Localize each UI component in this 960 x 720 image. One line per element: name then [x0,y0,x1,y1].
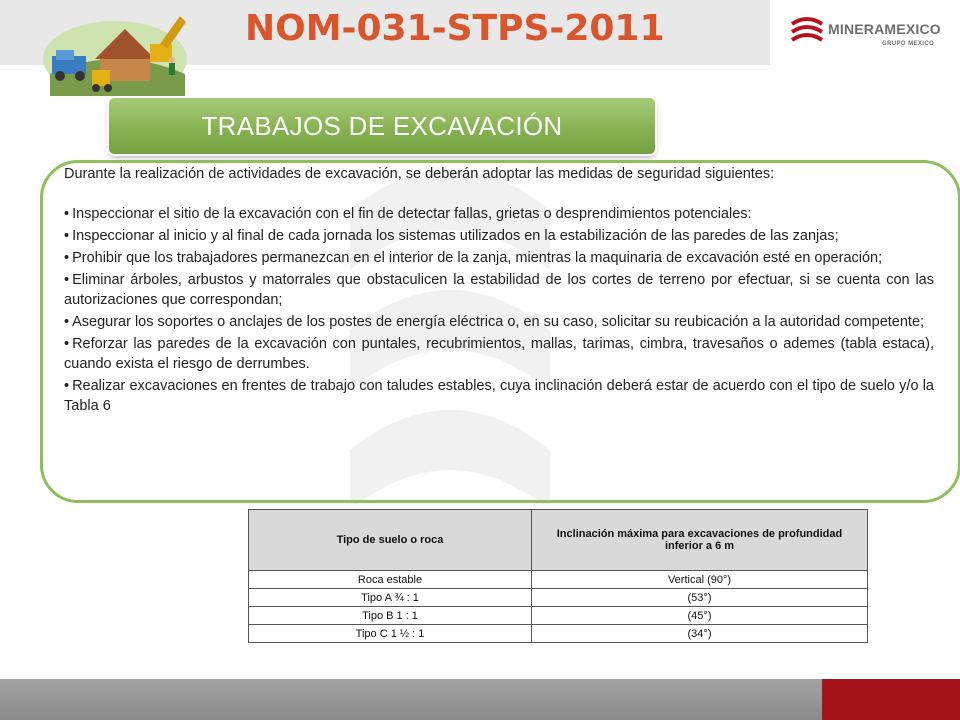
list-item: • Asegurar los soportes o anclajes de los postes de energía eléctrica o, en su caso, solicitar su reubicación a la autoridad competente; [64,312,934,332]
table-cell: (45°) [532,607,868,625]
table-row [249,625,868,643]
table-cell: (53°) [532,589,868,607]
company-logo [788,12,948,56]
section-title-banner [109,98,655,154]
list-item: • Inspeccionar al inicio y al final de cada jornada los sistemas utilizados en la estabilización de las paredes de las zanjas; [64,226,934,246]
slope-table [248,509,868,643]
table-row [249,607,868,625]
list-item: • Prohibir que los trabajadores permanezcan en el interior de la zanja, mientras la maquinaria de excavación esté en operación; [64,248,934,268]
section-label: TRABAJOS DE EXCAVACIÓN [201,110,563,141]
footer-bar [0,679,822,720]
table-header-row [249,510,868,571]
table-cell: Vertical (90°) [532,571,868,589]
list-item: • Inspeccionar el sitio de la excavación con el fin de detectar fallas, grietas o desprendimientos potenciales: [64,204,934,224]
slope-table-container [244,504,872,646]
table-row [249,589,868,607]
intro-text: Durante la realización de actividades de excavación, se deberán adoptar las medidas de seguridad siguientes: [64,166,775,182]
list-item: • Eliminar árboles, arbustos y matorrales que obstaculicen la estabilidad de los cortes de terreno por efectuar, si se cuenta con las autorizaciones que correspondan; [64,270,934,310]
list-item: • Realizar excavaciones en frentes de trabajo con taludes estables, cuya inclinación deberá estar de acuerdo con el tipo de suelo y/o la Tabla 6 [64,376,934,416]
table-cell: Tipo A ¾ : 1 [249,589,532,607]
table-cell: Tipo C 1 ½ : 1 [249,625,532,643]
footer-accent [822,679,960,720]
logo-name: MINERAMEXICO [828,21,941,37]
table-cell: (34°) [532,625,868,643]
column-header-soil-type: Tipo de suelo o roca [249,510,532,571]
mineramexico-logo-icon [788,14,826,50]
page-title: NOM-031-STPS-2011 [245,8,665,49]
table-cell: Tipo B 1 : 1 [249,607,532,625]
construction-illustration [40,4,190,96]
content-text [64,164,934,418]
list-item: • Reforzar las paredes de la excavación con puntales, recubrimientos, mallas, tarimas, cimbra, travesaños o ademes (tabla estaca), cuando exista el riesgo de derrumbes. [64,334,934,374]
logo-subtitle: GRUPO MEXICO [882,41,935,47]
table-row [249,571,868,589]
measures-list [64,204,934,416]
table-cell: Roca estable [249,571,532,589]
column-header-max-inclination: Inclinación máxima para excavaciones de profundidad inferior a 6 m [532,510,868,571]
